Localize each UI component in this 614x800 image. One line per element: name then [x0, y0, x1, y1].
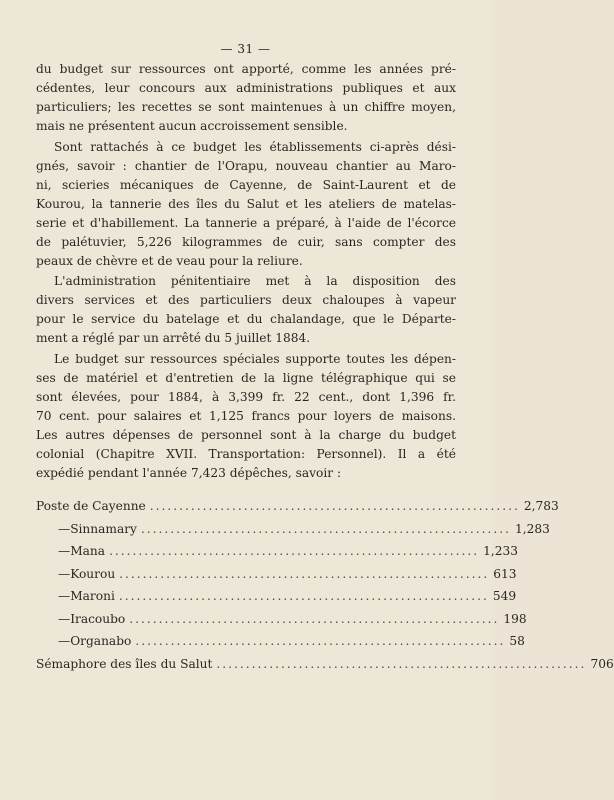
ditto-dash: —	[58, 544, 71, 558]
text-line: du budget sur ressources ont apporté, comme les années pré-	[36, 62, 456, 76]
text-line: Les autres dépenses de personnel sont à la charge du budget	[36, 428, 456, 442]
paragraph-budget-continuation	[36, 60, 456, 136]
table-row-kourou	[36, 563, 517, 586]
dispatch-table	[36, 495, 614, 675]
ditto-dash: —	[58, 634, 71, 648]
station-name: Poste de Cayenne	[36, 499, 146, 513]
station-name: Maroni	[70, 589, 115, 603]
ditto-dash: —	[58, 611, 71, 626]
dispatch-count: 549	[492, 589, 517, 603]
table-row-organabo	[36, 630, 525, 653]
text-line: L'administration pénitentiaire met à la disposition des	[54, 274, 456, 288]
ditto-dash: —	[58, 589, 71, 603]
dot-leader: ...............................................................	[140, 521, 512, 536]
dot-leader: ...............................................................	[119, 566, 490, 581]
dot-leader: ...............................................................	[135, 634, 506, 648]
dispatch-count: 1,283	[515, 521, 550, 536]
text-line: mais ne présentent aucun accroissement sensible.	[36, 119, 348, 133]
dot-leader: ...............................................................	[118, 589, 489, 603]
text-line: 70 cent. pour salaires et 1,125 francs pour loyers de maisons.	[36, 409, 456, 423]
ditto-dash: —	[58, 521, 71, 536]
text-line: serie et d'habillement. La tannerie a préparé, à l'aide de l'écorce	[36, 216, 456, 230]
table-row-sinnamary	[36, 518, 550, 541]
text-line: particuliers; les recettes se sont maintenues à un chiffre moyen,	[36, 100, 456, 114]
dot-leader: ...............................................................	[216, 656, 587, 671]
paragraph-administration	[36, 272, 456, 348]
station-name: Sémaphore des îles du Salut	[36, 656, 213, 671]
table-row-cayenne	[36, 495, 559, 518]
text-line: Sont rattachés à ce budget les établissements ci-après dési-	[54, 140, 456, 154]
dot-leader: ...............................................................	[109, 544, 480, 558]
page-number: — 31 —	[220, 42, 271, 56]
station-name: Mana	[70, 544, 106, 558]
station-name: Organabo	[70, 634, 132, 648]
text-line: colonial (Chapitre XVII. Transportation: Personnel). Il a été	[36, 447, 456, 461]
text-line: pour le service du batelage et du chalandage, que le Départe-	[36, 312, 456, 326]
station-name: Kourou	[70, 566, 116, 581]
text-line: ni, scieries mécaniques de Cayenne, de Saint-Laurent et de	[36, 178, 456, 192]
ditto-dash: —	[58, 566, 71, 581]
dot-leader: ...............................................................	[149, 499, 520, 513]
paragraph-telegraph-budget	[36, 350, 456, 483]
text-line: sont élevées, pour 1884, à 3,399 fr. 22 cent., dont 1,396 fr.	[36, 390, 456, 404]
dot-leader: ...............................................................	[129, 611, 500, 626]
station-name: Iracoubo	[70, 611, 126, 626]
dispatch-count: 613	[493, 566, 517, 581]
text-line: divers services et des particuliers deux chaloupes à vapeur	[36, 293, 456, 307]
text-line: de palétuvier, 5,226 kilogrammes de cuir, sans compter des	[36, 235, 456, 249]
text-line: peaux de chèvre et de veau pour la reliure.	[36, 254, 303, 268]
station-name: Sinnamary	[70, 521, 137, 536]
dispatch-count: 1,233	[483, 544, 519, 558]
table-row-iracoubo	[36, 608, 527, 631]
text-line: Kourou, la tannerie des îles du Salut et les ateliers de matelas-	[36, 197, 456, 211]
dispatch-count: 198	[503, 611, 527, 626]
text-line: ses de matériel et d'entretien de la ligne télégraphique qui se	[36, 371, 456, 385]
text-line: Le budget sur ressources spéciales supporte toutes les dépen-	[54, 352, 456, 366]
table-row-semaphore	[36, 653, 614, 676]
dispatch-count: 706	[590, 656, 614, 671]
paragraph-establishments	[36, 138, 456, 271]
table-row-mana	[36, 540, 519, 563]
dispatch-count: 2,783	[523, 499, 559, 513]
text-line: cédentes, leur concours aux administrations publiques et aux	[36, 81, 456, 95]
text-line: ment a réglé par un arrêté du 5 juillet 1884.	[36, 331, 311, 345]
text-line: expédié pendant l'année 7,423 dépêches, savoir :	[36, 466, 342, 480]
table-row-maroni	[36, 585, 517, 608]
dispatch-count: 58	[509, 634, 525, 648]
text-line: gnés, savoir : chantier de l'Orapu, nouveau chantier au Maro-	[36, 159, 456, 173]
